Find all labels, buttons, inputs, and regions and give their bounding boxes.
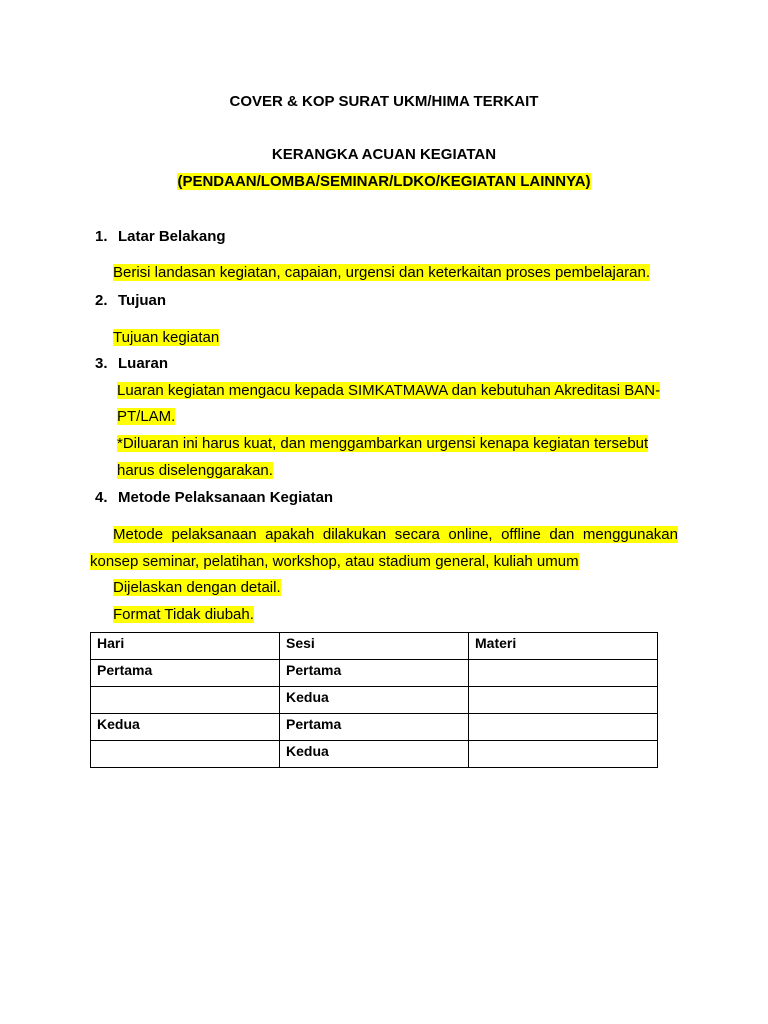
section-4-line: Format Tidak diubah. — [113, 606, 254, 623]
section-3-line: *Diluaran ini harus kuat, dan menggambarkan urgensi kenapa kegiatan tersebut — [117, 435, 649, 452]
section-3-line: harus diselenggarakan. — [117, 462, 273, 479]
section-3-line-1 — [117, 382, 660, 400]
table-cell: Kedua — [280, 741, 469, 768]
section-4-line-1 — [113, 579, 281, 597]
doc-subtitle: (PENDAAN/LOMBA/SEMINAR/LDKO/KEGIATAN LAINNYA) — [177, 173, 591, 190]
section-2-number: 2. — [95, 292, 108, 309]
section-1-line: Berisi landasan kegiatan, capaian, urgensi dan keterkaitan proses pembelajaran. — [113, 264, 651, 281]
section-4-paragraph-line-1 — [113, 526, 678, 544]
section-3-line: Luaran kegiatan mengacu kepada SIMKATMAWA dan kebutuhan Akreditasi BAN- — [117, 382, 661, 399]
section-3-number: 3. — [95, 355, 108, 372]
section-3-line-3 — [117, 435, 648, 453]
table-header-cell: Materi — [469, 633, 658, 660]
section-1-text — [113, 264, 650, 282]
table-header-row — [91, 633, 658, 660]
section-3-line: PT/LAM. — [117, 408, 176, 425]
table-row — [91, 714, 658, 741]
table-row — [91, 660, 658, 687]
section-3-title: Luaran — [118, 355, 169, 372]
section-2-line: Tujuan kegiatan — [113, 329, 220, 346]
section-3-line-4 — [117, 462, 273, 480]
section-4-paragraph-line-2 — [90, 553, 579, 571]
table-cell — [91, 741, 280, 768]
table-cell — [469, 660, 658, 687]
section-4-number: 4. — [95, 489, 108, 506]
table-cell: Kedua — [280, 687, 469, 714]
table-cell — [469, 687, 658, 714]
table-cell — [469, 741, 658, 768]
section-1-title: Latar Belakang — [118, 228, 226, 245]
schedule-table — [90, 632, 658, 768]
section-4-line-2 — [113, 606, 254, 624]
section-2-text — [113, 329, 219, 347]
table-cell: Pertama — [280, 714, 469, 741]
section-4-paragraph-text: Metode pelaksanaan apakah dilakukan secara online, offline dan menggunakan — [113, 526, 678, 543]
doc-subtitle-wrap — [0, 173, 768, 191]
table-cell: Pertama — [280, 660, 469, 687]
table-header-cell: Sesi — [280, 633, 469, 660]
section-4-paragraph-text: konsep seminar, pelatihan, workshop, atau stadium general, kuliah umum — [90, 553, 579, 570]
table-row — [91, 687, 658, 714]
section-4-title: Metode Pelaksanaan Kegiatan — [118, 489, 334, 506]
table-cell — [469, 714, 658, 741]
table-row — [91, 741, 658, 768]
table-cell: Kedua — [91, 714, 280, 741]
table-cell — [91, 687, 280, 714]
table-cell: Pertama — [91, 660, 280, 687]
section-1-number: 1. — [95, 228, 108, 245]
section-2-title: Tujuan — [118, 292, 167, 309]
doc-title: KERANGKA ACUAN KEGIATAN — [271, 146, 497, 163]
section-4-line: Dijelaskan dengan detail. — [113, 579, 281, 596]
table-header-cell: Hari — [91, 633, 280, 660]
cover-title: COVER & KOP SURAT UKM/HIMA TERKAIT — [229, 93, 539, 110]
section-3-line-2 — [117, 408, 175, 426]
